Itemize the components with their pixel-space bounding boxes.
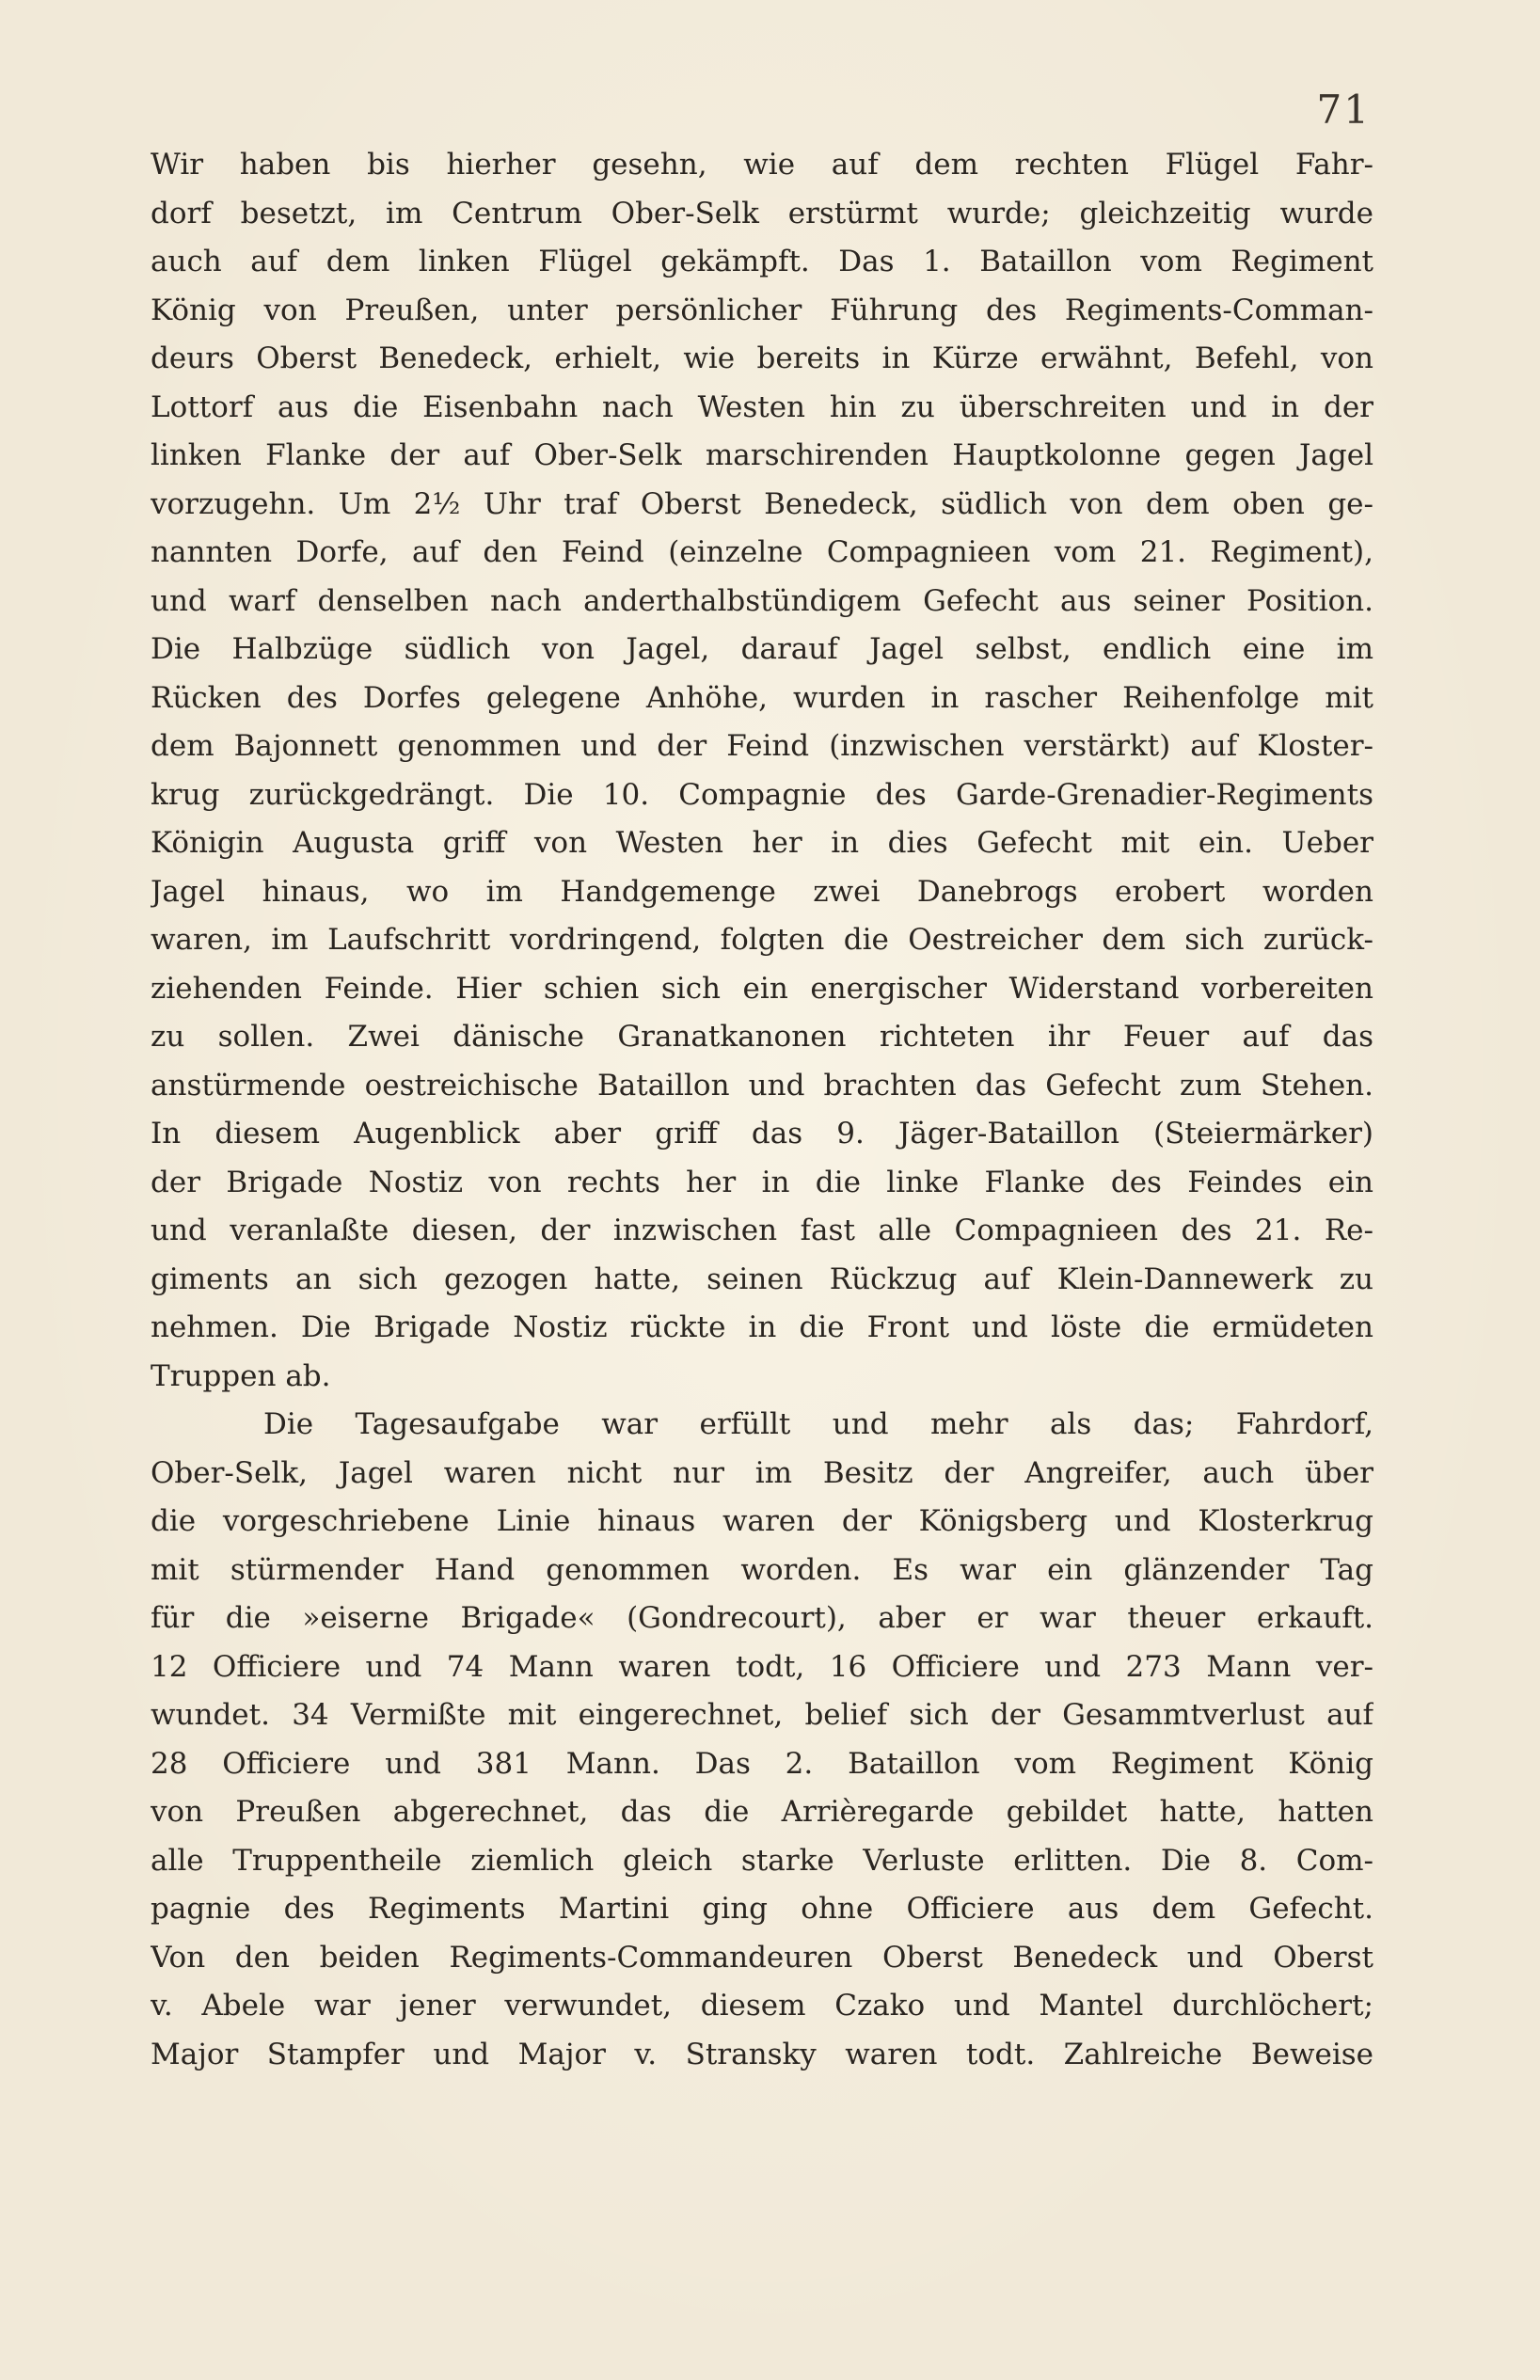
- page-number: 71: [1316, 87, 1371, 133]
- text-line: linken Flanke der auf Ober-Selk marschirenden Hauptkolonne gegen Jagel: [151, 438, 1373, 472]
- text-line: alle Truppentheile ziemlich gleich starke Verluste erlitten. Die 8. Com-: [151, 1843, 1373, 1878]
- text-line: ziehenden Feinde. Hier schien sich ein energischer Widerstand vorbereiten: [151, 971, 1373, 1006]
- text-line: deurs Oberst Benedeck, erhielt, wie bereits in Kürze erwähnt, Befehl, von: [151, 341, 1373, 375]
- text-line: wundet. 34 Vermißte mit eingerechnet, belief sich der Gesammtverlust auf: [151, 1698, 1373, 1732]
- text-line: nannten Dorfe, auf den Feind (einzelne Compagnieen vom 21. Regiment),: [151, 535, 1373, 569]
- text-line: Von den beiden Regiments-Commandeuren Oberst Benedeck und Oberst: [151, 1940, 1373, 1975]
- text-line: Ober-Selk, Jagel waren nicht nur im Besitz der Angreifer, auch über: [151, 1455, 1373, 1490]
- text-line: König von Preußen, unter persönlicher Führung des Regiments-Comman-: [151, 293, 1373, 327]
- text-line: krug zurückgedrängt. Die 10. Compagnie des Garde-Grenadier-Regiments: [151, 777, 1373, 812]
- text-line: Die Tagesaufgabe war erfüllt und mehr als das; Fahrdorf,: [263, 1407, 1373, 1441]
- text-line: für die »eiserne Brigade« (Gondrecourt), aber er war theuer erkauft.: [151, 1601, 1373, 1635]
- text-line: vorzugehn. Um 2½ Uhr traf Oberst Benedeck, südlich von dem oben ge-: [151, 486, 1373, 521]
- text-line: In diesem Augenblick aber griff das 9. Jäger-Bataillon (Steiermärker): [151, 1117, 1373, 1150]
- text-line: Lottorf aus die Eisenbahn nach Westen hin zu überschreiten und in der: [151, 389, 1373, 424]
- text-line: Major Stampfer und Major v. Stransky waren todt. Zahlreiche Beweise: [151, 2037, 1373, 2071]
- text-line: dorf besetzt, im Centrum Ober-Selk erstürmt wurde; gleichzeitig wurde: [151, 196, 1373, 230]
- text-line: v. Abele war jener verwundet, diesem Czako und Mantel durchlöchert;: [151, 1989, 1373, 2023]
- text-line: dem Bajonnett genommen und der Feind (inzwischen verstärkt) auf Kloster-: [151, 729, 1373, 763]
- text-line: auch auf dem linken Flügel gekämpft. Das 1. Bataillon vom Regiment: [151, 245, 1373, 278]
- text-line: von Preußen abgerechnet, das die Arrièregarde gebildet hatte, hatten: [151, 1795, 1373, 1829]
- text-line: 12 Officiere und 74 Mann waren todt, 16 Officiere und 273 Mann ver-: [151, 1649, 1373, 1684]
- text-line: anstürmende oestreichische Bataillon und brachten das Gefecht zum Stehen.: [151, 1068, 1373, 1103]
- text-line: Jagel hinaus, wo im Handgemenge zwei Danebrogs erobert worden: [151, 874, 1373, 909]
- text-line: Königin Augusta griff von Westen her in dies Gefecht mit ein. Ueber: [151, 826, 1373, 860]
- text-line: und veranlaßte diesen, der inzwischen fast alle Compagnieen des 21. Re-: [151, 1214, 1373, 1247]
- text-line: die vorgeschriebene Linie hinaus waren der Königsberg und Klosterkrug: [151, 1504, 1373, 1538]
- text-line: pagnie des Regiments Martini ging ohne Officiere aus dem Gefecht.: [151, 1892, 1373, 1926]
- text-line: Die Halbzüge südlich von Jagel, darauf Jagel selbst, endlich eine im: [151, 632, 1373, 666]
- text-line: 28 Officiere und 381 Mann. Das 2. Bataillon vom Regiment König: [151, 1746, 1373, 1781]
- text-line: nehmen. Die Brigade Nostiz rückte in die Front und löste die ermüdeten: [151, 1310, 1373, 1344]
- text-line: giments an sich gezogen hatte, seinen Rückzug auf Klein-Dannewerk zu: [151, 1261, 1373, 1296]
- text-line: Rücken des Dorfes gelegene Anhöhe, wurden in rascher Reihenfolge mit: [151, 680, 1373, 715]
- text-line: mit stürmender Hand genommen worden. Es war ein glänzender Tag: [151, 1552, 1373, 1587]
- text-line: Truppen ab.: [151, 1358, 331, 1393]
- text-line: der Brigade Nostiz von rechts her in die linke Flanke des Feindes ein: [151, 1165, 1373, 1199]
- text-line: waren, im Laufschritt vordringend, folgten die Oestreicher dem sich zurück-: [151, 923, 1373, 957]
- text-line: und warf denselben nach anderthalbstündigem Gefecht aus seiner Position.: [151, 583, 1373, 618]
- body-text: [151, 141, 1373, 2079]
- text-line: Wir haben bis hierher gesehn, wie auf dem rechten Flügel Fahr-: [151, 148, 1373, 182]
- text-line: zu sollen. Zwei dänische Granatkanonen richteten ihr Feuer auf das: [151, 1020, 1373, 1054]
